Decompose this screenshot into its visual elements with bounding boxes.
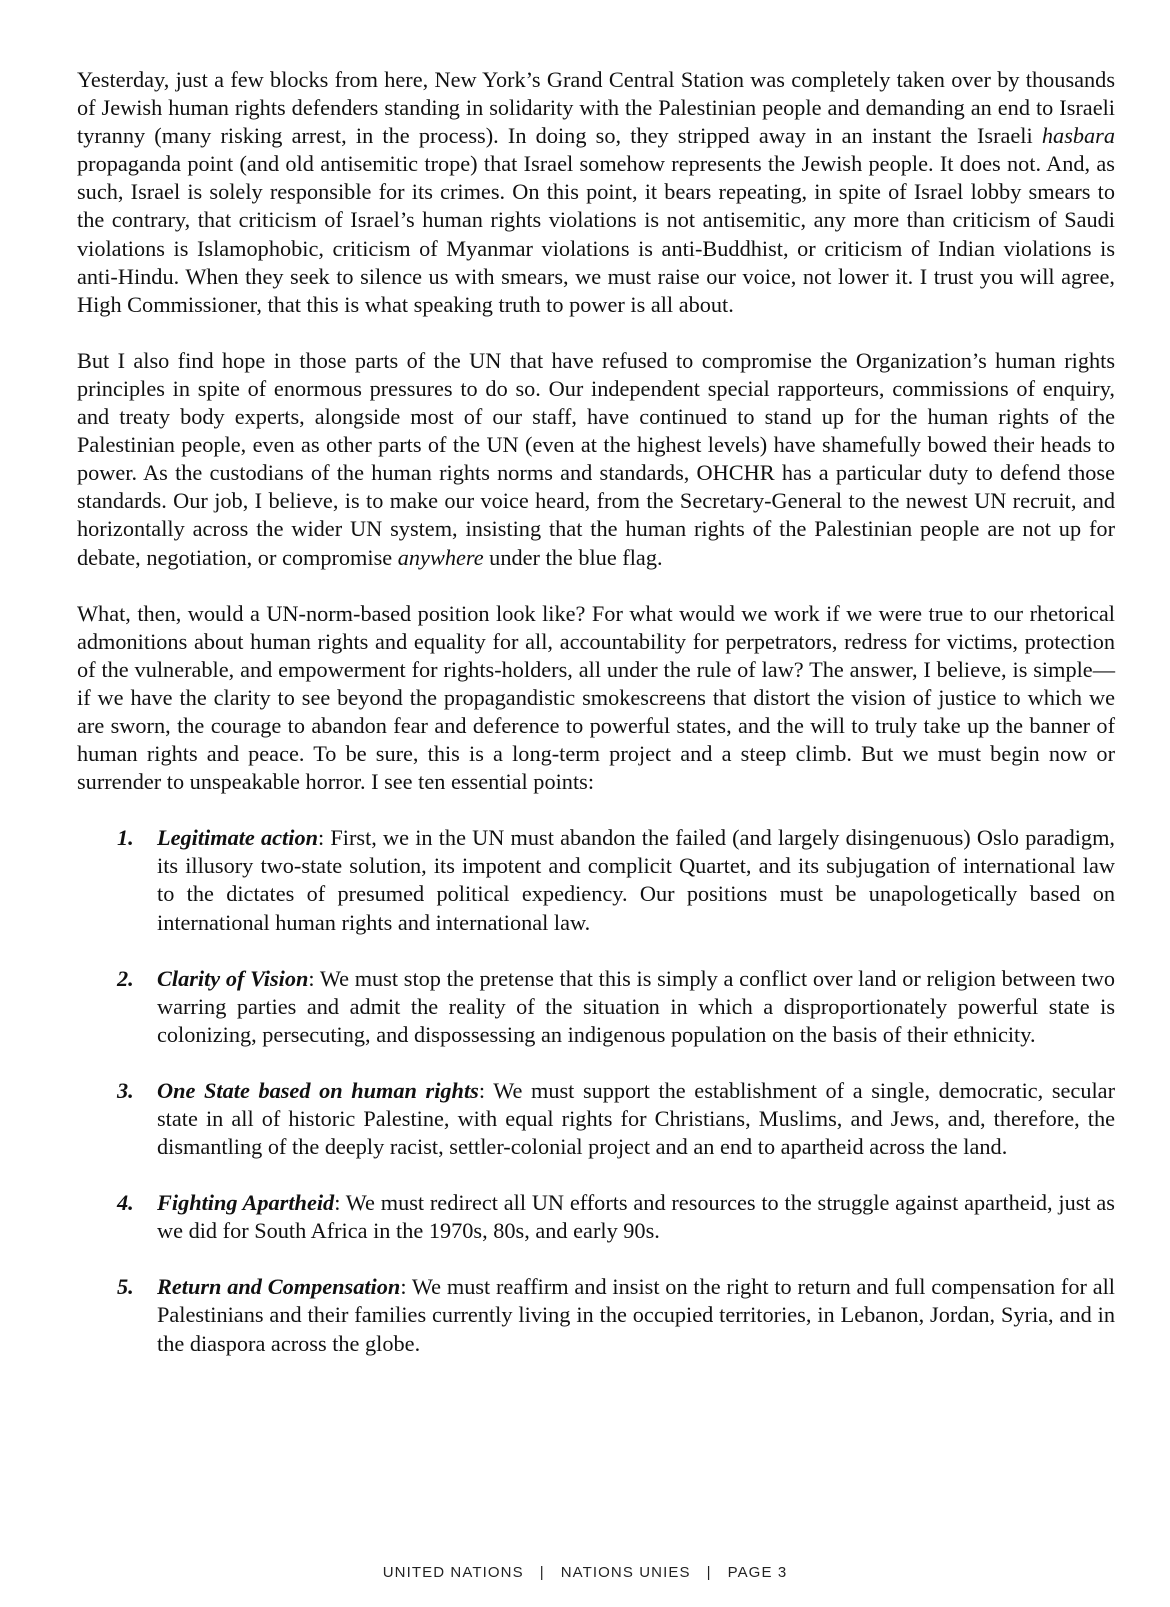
point-text: : We must redirect all UN efforts and resources to the struggle against apartheid, just as we did for South Africa in the 1970s, 80s, and early 90s.: [157, 1190, 1115, 1244]
paragraph-hope: [77, 347, 1115, 572]
paragraph-text: But I also find hope in those parts of the UN that have refused to compromise the Organization’s human rights principles in spite of enormous pressures to do so. Our independent special rapporteurs, commissions of enquiry, and treaty body experts, alongside most of our staff, have continued to stand up for the human rights of the Palestinian people, even as other parts of the UN (even at the highest levels) have shamefully bowed their heads to power. As the custodians of the human rights norms and standards, OHCHR has a particular duty to defend those standards. Our job, I believe, is to make our voice heard, from the Secretary-General to the newest UN recruit, and horizontally across the wider UN system, insisting that the human rights of the Palestinian people are not up for debate, negotiation, or compromise: [77, 347, 1115, 570]
point-title: Return and Compensation: [157, 1274, 401, 1300]
list-number: 4.: [117, 1190, 134, 1216]
paragraph-grand-central: [77, 66, 1115, 319]
footer-org-fr: NATIONS UNIES: [560, 1564, 691, 1581]
point-title: Legitimate action: [157, 825, 318, 851]
point-title: One State based on human rights: [157, 1077, 479, 1103]
point-text: : We must reaffirm and insist on the right to return and full compensation for all Palestinians and their families currently living in the occupied territories, in Lebanon, Jordan, Syria, and in the diaspora across the globe.: [157, 1274, 1115, 1356]
point-text: : We must stop the pretense that this is simply a conflict over land or religion between two warring parties and admit the reality of the situation in which a disproportionately powerful state is colonizing, persecuting, and dispossessing an indigenous population on the basis of their ethnicity.: [157, 965, 1115, 1047]
paragraph-text: Yesterday, just a few blocks from here, New York’s Grand Central Station was completely taken over by thousands of Jewish human rights defenders standing in solidarity with the Palestinian people and demanding an end to Israeli tyranny (many risking arrest, in the process). In doing so, they stripped away in an instant the Israeli: [77, 67, 1115, 149]
list-item: [77, 1077, 1115, 1161]
list-item: [77, 1189, 1115, 1245]
emphasis-hasbara: hasbara: [1041, 123, 1115, 149]
page-footer: [0, 1564, 1170, 1581]
list-number: 5.: [117, 1274, 134, 1300]
document-body: [77, 66, 1115, 1386]
footer-page-number: PAGE 3: [727, 1564, 788, 1581]
list-number: 2.: [117, 965, 134, 991]
point-text: : First, we in the UN must abandon the failed (and largely disingenuous) Oslo paradigm, its illusory two-state solution, its impotent and complicit Quartet, and its subjugation of international law to the dictates of presumed political expediency. Our positions must be unapologetically based on international human rights and international law.: [157, 825, 1115, 935]
paragraph-text: under the blue flag.: [483, 544, 663, 570]
list-item: [77, 824, 1115, 936]
footer-separator: |: [539, 1564, 545, 1581]
list-number: 3.: [117, 1077, 134, 1103]
list-item: [77, 965, 1115, 1049]
essential-points-list: [77, 824, 1115, 1357]
point-text: : We must support the establishment of a single, democratic, secular state in all of historic Palestine, with equal rights for Christians, Muslims, and Jews, and, therefore, the dismantling of the deeply racist, settler-colonial project and an end to apartheid across the land.: [157, 1077, 1115, 1160]
paragraph-un-norm-position: What, then, would a UN-norm-based position look like? For what would we work if we were true to our rhetorical admonitions about human rights and equality for all, accountability for perpetrators, redress for victims, protection of the vulnerable, and empowerment for rights-holders, all under the rule of law? The answer, I believe, is simple—if we have the clarity to see beyond the propagandistic smokescreens that distort the vision of justice to which we are sworn, the courage to abandon fear and deference to powerful states, and the will to truly take up the banner of human rights and peace. To be sure, this is a long-term project and a steep climb. But we must begin now or surrender to unspeakable horror. I see ten essential points:: [77, 600, 1115, 795]
list-number: 1.: [117, 825, 134, 851]
point-title: Clarity of Vision: [157, 965, 309, 991]
paragraph-text: propaganda point (and old antisemitic trope) that Israel somehow represents the Jewish people. It does not. And, as such, Israel is solely responsible for its crimes. On this point, it bears repeating, in spite of Israel lobby smears to the contrary, that criticism of Israel’s human rights violations is not antisemitic, any more than criticism of Saudi violations is Islamophobic, criticism of Myanmar violations is anti-Buddhist, or criticism of Indian violations is anti-Hindu. When they seek to silence us with smears, we must raise our voice, not lower it. I trust you will agree, High Commissioner, that this is what speaking truth to power is all about.: [77, 151, 1115, 317]
footer-org-en: UNITED NATIONS: [382, 1564, 524, 1581]
point-title: Fighting Apartheid: [157, 1190, 335, 1216]
emphasis-anywhere: anywhere: [397, 544, 484, 570]
list-item: [77, 1273, 1115, 1357]
footer-separator: |: [706, 1564, 712, 1581]
